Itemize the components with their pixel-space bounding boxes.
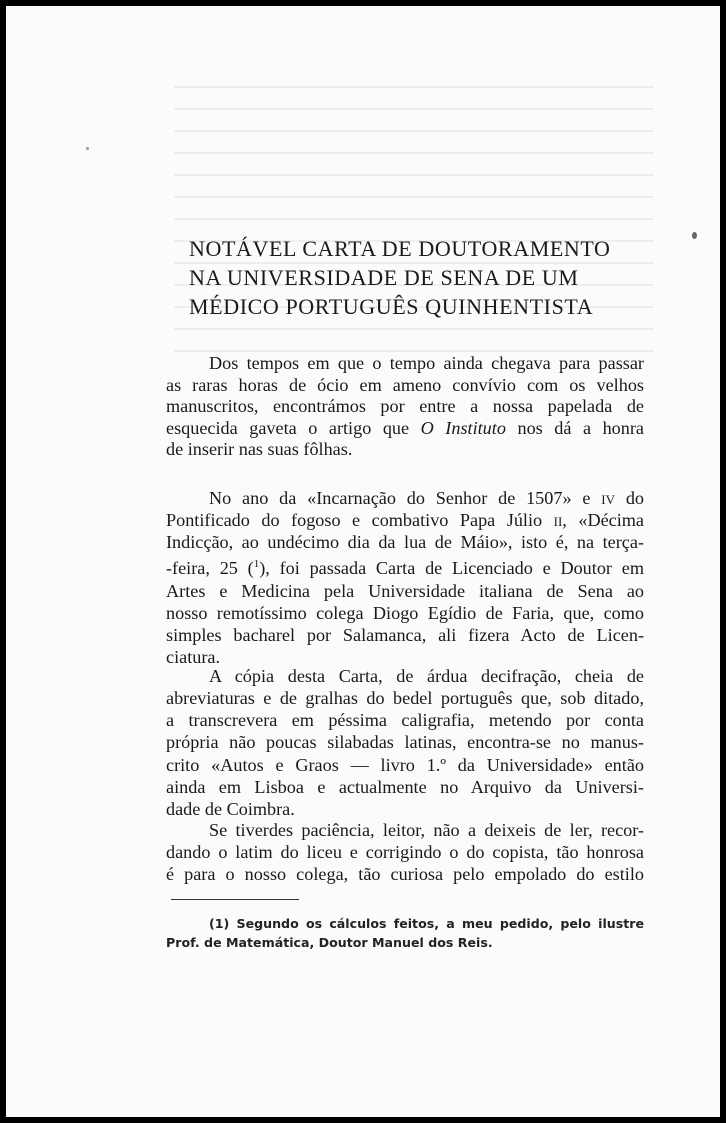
text-line: Pontificado do fogoso e combativo Papa Júlio ii, «Décima bbox=[166, 510, 644, 531]
ink-speck bbox=[692, 232, 697, 239]
journal-name: O Instituto bbox=[420, 417, 506, 438]
footnote bbox=[166, 914, 644, 952]
title-line: MÉDICO PORTUGUÊS QUINHENTISTA bbox=[189, 294, 594, 319]
footnote-divider bbox=[171, 899, 299, 900]
text-line: ainda em Lisboa e actualmente no Arquivo da Universi- bbox=[166, 776, 644, 797]
text-line: dando o latim do liceu e corrigindo o do copista, tão honrosa bbox=[166, 842, 644, 863]
text-line: abreviaturas e de gralhas do bedel português que, sob ditado, bbox=[166, 688, 644, 709]
footnote-line: (1) Segundo os cálculos feitos, a meu pedido, pelo ilustre bbox=[209, 916, 644, 931]
footnote-line: Prof. de Matemática, Doutor Manuel dos Reis. bbox=[166, 935, 493, 950]
text-line: de inserir nas suas fôlhas. bbox=[166, 439, 353, 460]
footnote-reference[interactable]: 1 bbox=[253, 558, 260, 571]
title-line: NA UNIVERSIDADE DE SENA DE UM bbox=[189, 265, 579, 290]
text-line: simples bacharel por Salamanca, ali fizera Acto de Licen- bbox=[166, 625, 644, 645]
text-line: própria não poucas silabadas latinas, encontra-se no manus- bbox=[166, 732, 644, 753]
text-line: Dos tempos em que o tempo ainda chegava para passar bbox=[209, 353, 644, 373]
text-line: a transcrevera em péssima caligrafia, metendo por conta bbox=[166, 710, 644, 731]
text-line: as raras horas de ócio em ameno convívio com os velhos bbox=[166, 374, 644, 395]
text-line: é para o nosso colega, tão curiosa pelo empolado do estilo bbox=[166, 864, 644, 885]
text-line: nosso remotíssimo colega Diogo Egídio de Faria, que, como bbox=[166, 602, 644, 623]
text-line: ciatura. bbox=[166, 647, 221, 668]
paragraph-leitor bbox=[166, 819, 644, 885]
text-line: No ano da «Incarnação do Senhor de 1507» e iv do bbox=[209, 488, 645, 508]
ink-speck bbox=[86, 147, 89, 150]
paragraph-intro bbox=[166, 353, 644, 461]
article-title bbox=[189, 234, 639, 321]
document-page bbox=[6, 6, 720, 1117]
text-line: dade de Coimbra. bbox=[166, 798, 295, 819]
text-line: A cópia desta Carta, de árdua decifração, cheia de bbox=[209, 666, 644, 686]
text-line: crito «Autos e Graos — livro 1.º da Universidade» então bbox=[166, 754, 644, 775]
text-line: esquecida gaveta o artigo que O Instituto nos dá a honra bbox=[166, 417, 645, 438]
text-line: manuscritos, encontrámos por entre a nossa papelada de bbox=[166, 396, 644, 417]
text-line: Artes e Medicina pela Universidade italiana de Sena ao bbox=[166, 580, 644, 601]
text-line: Se tiverdes paciência, leitor, não a deixeis de ler, recor- bbox=[209, 820, 644, 840]
text-line: -feira, 25 ($^1$), foi passada Carta de Licenciado e Doutor em bbox=[166, 558, 644, 579]
paragraph-copia bbox=[166, 665, 644, 820]
text-line: Indicção, ao undécimo dia da lua de Máio», isto é, na terça- bbox=[166, 532, 644, 553]
title-line: NOTÁVEL CARTA DE DOUTORAMENTO bbox=[189, 236, 611, 261]
paragraph-carta bbox=[166, 487, 644, 668]
